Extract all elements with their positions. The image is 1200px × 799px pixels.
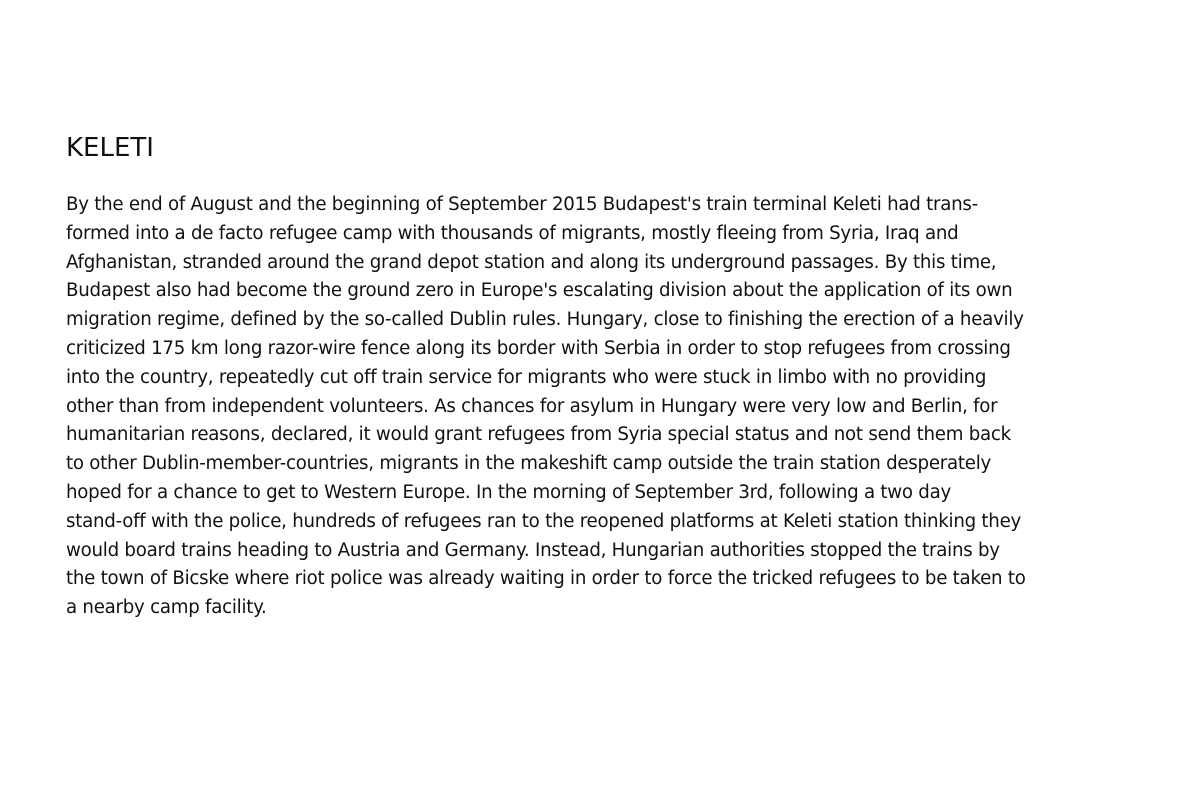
body-line: stand-off with the police, hundreds of refugees ran to the reopened platforms at Keleti station thinking they xyxy=(66,510,1022,532)
body-line: would board trains heading to Austria and Germany. Instead, Hungarian authorities stopped the trains by xyxy=(66,539,1000,561)
body-line: hoped for a chance to get to Western Europe. In the morning of September 3rd, following a two day xyxy=(66,481,951,503)
body-line: other than from independent volunteers. As chances for asylum in Hungary were very low and Berlin, for xyxy=(66,395,998,417)
body-line: By the end of August and the beginning of September 2015 Budapest's train terminal Keleti had trans- xyxy=(66,194,978,215)
article xyxy=(66,130,1134,623)
article-title: KELETI xyxy=(66,133,154,163)
article-body xyxy=(66,191,1134,623)
body-line: the town of Bicske where riot police was already waiting in order to force the tricked refugees to be taken to xyxy=(66,568,1026,590)
body-line: Afghanistan, stranded around the grand depot station and along its underground passages. By this time, xyxy=(66,251,997,273)
body-line: migration regime, defined by the so-called Dublin rules. Hungary, close to finishing the erection of a heavily xyxy=(66,309,1024,331)
body-line: to other Dublin-member-countries, migrants in the makeshift camp outside the train station desperately xyxy=(66,453,992,475)
body-line: into the country, repeatedly cut off train service for migrants who were stuck in limbo with no providing xyxy=(66,366,987,388)
body-line: a nearby camp facility. xyxy=(66,597,267,619)
body-line: criticized 175 km long razor-wire fence along its border with Serbia in order to stop refugees from crossing xyxy=(66,337,1011,359)
body-line: Budapest also had become the ground zero in Europe's escalating division about the application of its own xyxy=(66,280,1013,302)
body-line: humanitarian reasons, declared, it would grant refugees from Syria special status and not send them back xyxy=(66,424,1011,446)
body-line: formed into a de facto refugee camp with thousands of migrants, mostly fleeing from Syria, Iraq and xyxy=(66,222,959,244)
